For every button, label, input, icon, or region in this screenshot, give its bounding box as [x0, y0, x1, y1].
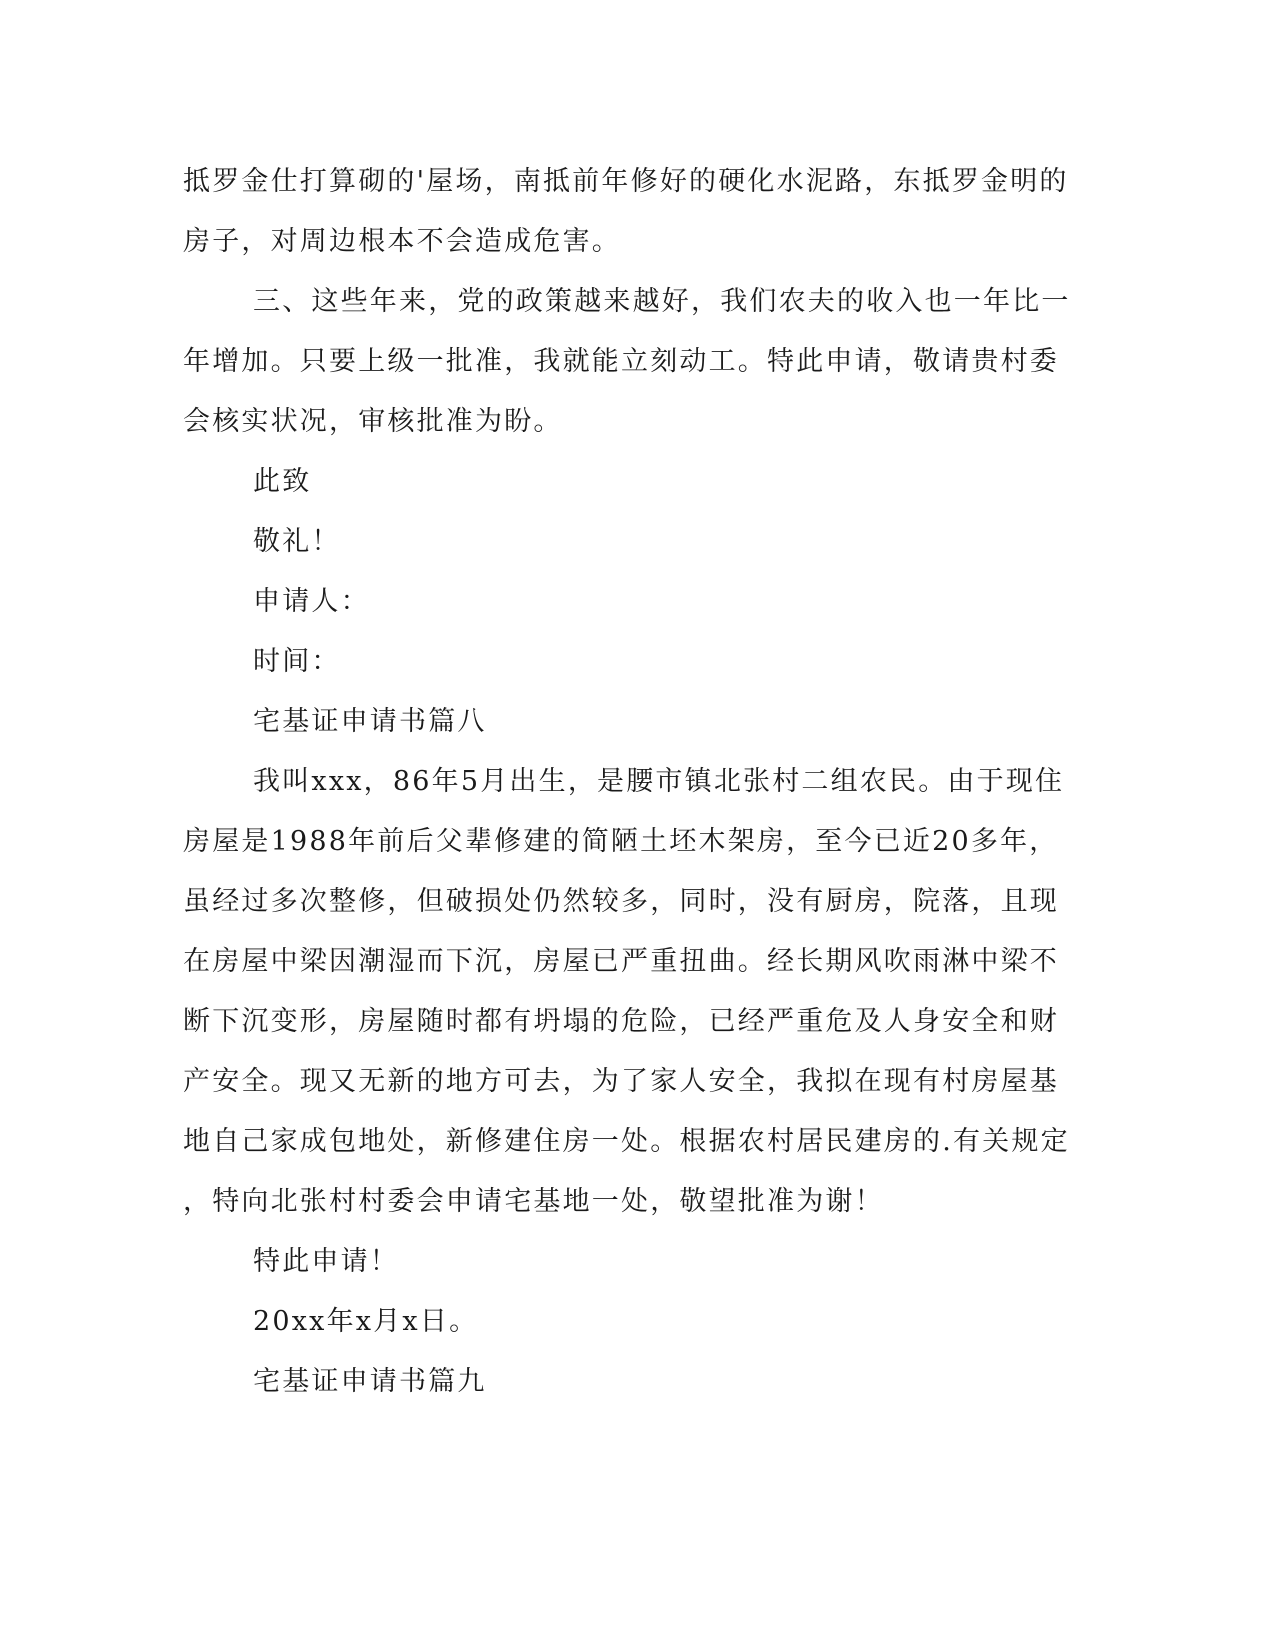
text-line: 此致	[253, 466, 312, 497]
document-body	[183, 152, 1071, 1412]
text-line: ，特向北张村村委会申请宅基地一处，敬望批准为谢！	[183, 1186, 884, 1217]
text-line: 抵罗金仕打算砌的'屋场，南抵前年修好的硬化水泥路，东抵罗金明的	[183, 166, 1069, 197]
text-line: 宅基证申请书篇九	[253, 1366, 487, 1397]
text-line: 时间：	[253, 646, 341, 677]
text-line: 断下沉变形，房屋随时都有坍塌的危险，已经严重危及人身安全和财	[183, 1006, 1059, 1037]
text-line: 年增加。只要上级一批准，我就能立刻动工。特此申请，敬请贵村委	[183, 346, 1059, 377]
text-line: 宅基证申请书篇八	[253, 706, 487, 737]
text-line: 房屋是1988年前后父辈修建的简陋土坯木架房，至今已近20多年，	[183, 826, 1059, 857]
text-line: 会核实状况，审核批准为盼。	[183, 406, 563, 437]
text-line: 20xx年x月x日。	[253, 1306, 479, 1337]
text-line: 地自己家成包地处，新修建住房一处。根据农村居民建房的.有关规定	[183, 1126, 1070, 1157]
text-line: 三、这些年来，党的政策越来越好，我们农夫的收入也一年比一	[253, 286, 1071, 317]
text-line: 敬礼！	[253, 526, 341, 557]
text-line: 房子，对周边根本不会造成危害。	[183, 226, 621, 257]
text-line: 特此申请！	[253, 1246, 399, 1277]
text-line: 申请人：	[253, 586, 370, 617]
text-line: 虽经过多次整修，但破损处仍然较多，同时，没有厨房，院落，且现	[183, 886, 1059, 917]
text-line: 我叫xxx，86年5月出生，是腰市镇北张村二组农民。由于现住	[253, 766, 1065, 797]
text-line: 在房屋中梁因潮湿而下沉，房屋已严重扭曲。经长期风吹雨淋中梁不	[183, 946, 1059, 977]
text-line: 产安全。现又无新的地方可去，为了家人安全，我拟在现有村房屋基	[183, 1066, 1059, 1097]
